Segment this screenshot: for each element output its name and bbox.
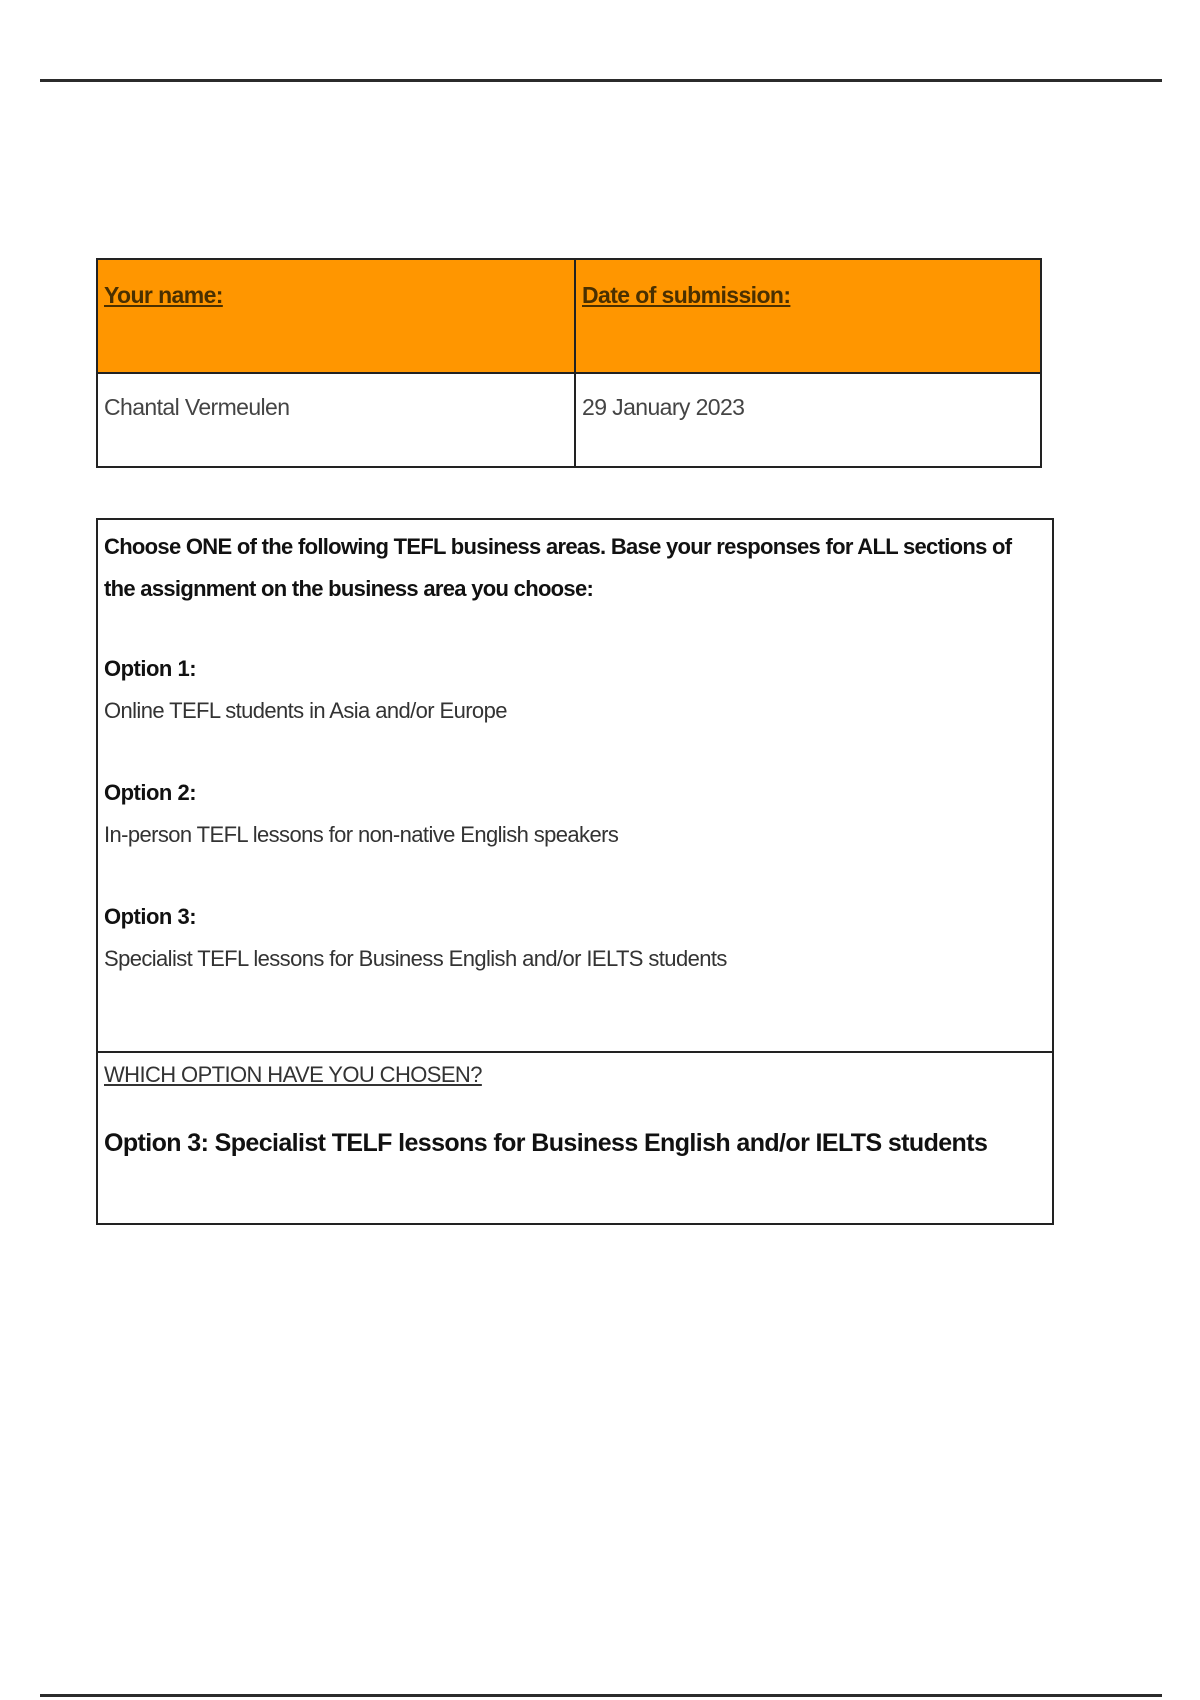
chosen-option-answer: Option 3: Specialist TELF lessons for Business English and/or IELTS students: [104, 1129, 988, 1157]
instruction-text: Choose ONE of the following TEFL business areas. Base your responses for ALL sections of the assignment on the business area you choose:: [104, 534, 1012, 601]
option-description: Online TEFL students in Asia and/or Europe: [104, 698, 507, 723]
info-header-row: [97, 259, 1041, 373]
submission-info-table: [96, 258, 1042, 468]
options-box: [96, 518, 1054, 1225]
option-item: [104, 772, 1046, 856]
bottom-divider: [40, 1694, 1162, 1697]
name-value: Chantal Vermeulen: [97, 373, 575, 467]
option-item: [104, 896, 1046, 980]
name-label: Your name:: [97, 259, 575, 373]
option-item: [104, 648, 1046, 732]
options-list-section: [98, 520, 1052, 1053]
chosen-option-question: WHICH OPTION HAVE YOU CHOSEN?: [104, 1062, 482, 1087]
option-description: Specialist TEFL lessons for Business English and/or IELTS students: [104, 946, 727, 971]
option-title: Option 2:: [104, 780, 197, 805]
top-divider: [40, 79, 1162, 82]
date-label: Date of submission:: [575, 259, 1041, 373]
option-title: Option 3:: [104, 904, 197, 929]
date-value: 29 January 2023: [575, 373, 1041, 467]
chosen-option-section: [98, 1053, 1052, 1223]
option-title: Option 1:: [104, 656, 197, 681]
option-description: In-person TEFL lessons for non-native English speakers: [104, 822, 619, 847]
info-value-row: [97, 373, 1041, 467]
